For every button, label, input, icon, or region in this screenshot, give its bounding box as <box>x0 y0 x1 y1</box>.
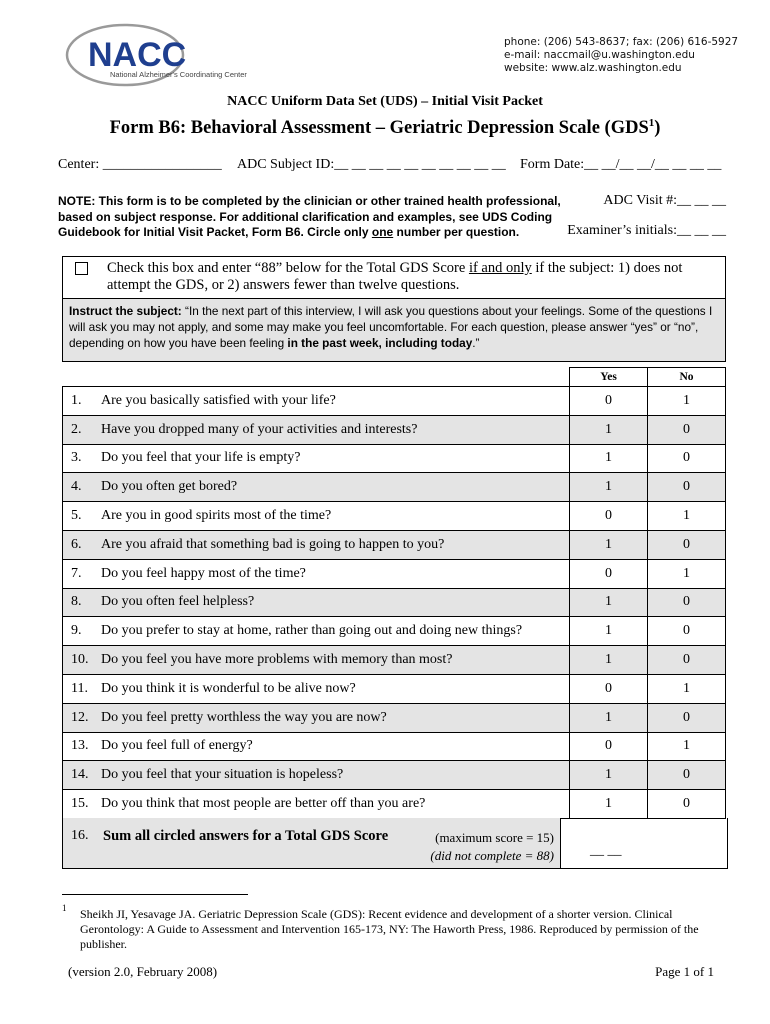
total-label: Sum all circled answers for a Total GDS Score <box>103 828 389 844</box>
question-row <box>63 559 726 588</box>
yes-answer-option[interactable]: 1 <box>570 790 648 819</box>
not-completed-instruction: Check this box and enter “88” below for the Total GDS Score if and only if the subject: 1) does not attempt the GDS, or 2) answers fewer than twelve questions. <box>107 260 683 293</box>
not-completed-row <box>62 256 726 299</box>
yes-answer-option[interactable]: 0 <box>570 387 648 416</box>
no-answer-option[interactable]: 0 <box>648 703 726 732</box>
yes-answer-option[interactable]: 0 <box>570 674 648 703</box>
question-text: Do you think it is wonderful to be alive now? <box>97 674 570 703</box>
question-number: 12. <box>63 703 98 732</box>
question-row <box>63 761 726 790</box>
question-row <box>63 415 726 444</box>
yes-answer-option[interactable]: 0 <box>570 559 648 588</box>
form-date-field[interactable]: Form Date:__ __/__ __/__ __ __ __ <box>520 157 722 172</box>
question-text: Do you often feel helpless? <box>97 588 570 617</box>
question-text: Do you think that most people are better off than you are? <box>97 790 570 819</box>
no-answer-option[interactable]: 0 <box>648 646 726 675</box>
page-number: Page 1 of 1 <box>655 964 714 979</box>
total-number: 16. <box>71 828 89 843</box>
no-answer-option[interactable]: 1 <box>648 387 726 416</box>
examiner-initials-field[interactable]: Examiner’s initials:__ __ __ <box>567 223 726 238</box>
contact-email: e-mail: naccmail@u.washington.edu <box>504 49 695 61</box>
no-answer-option[interactable]: 0 <box>648 617 726 646</box>
question-text: Are you in good spirits most of the time? <box>97 502 570 531</box>
question-text: Are you afraid that something bad is going to happen to you? <box>97 530 570 559</box>
no-column-header: No <box>648 368 726 387</box>
yes-answer-option[interactable]: 1 <box>570 703 648 732</box>
gds-question-table <box>62 367 726 819</box>
question-row <box>63 588 726 617</box>
question-row <box>63 732 726 761</box>
yes-answer-option[interactable]: 1 <box>570 617 648 646</box>
question-number: 10. <box>63 646 98 675</box>
question-text: Do you often get bored? <box>97 473 570 502</box>
form-title: Form B6: Behavioral Assessment – Geriatric Depression Scale (GDS$^1$) <box>109 117 661 139</box>
footnote-mark: 1 <box>62 903 67 913</box>
question-text: Have you dropped many of your activities and interests? <box>97 415 570 444</box>
no-answer-option[interactable]: 0 <box>648 790 726 819</box>
question-number: 3. <box>63 444 98 473</box>
contact-info <box>504 36 738 75</box>
version-text: (version 2.0, February 2008) <box>68 964 218 979</box>
question-text: Do you feel full of energy? <box>97 732 570 761</box>
question-number: 13. <box>63 732 98 761</box>
no-answer-option[interactable]: 0 <box>648 588 726 617</box>
nacc-logo <box>63 22 253 88</box>
yes-answer-option[interactable]: 0 <box>570 732 648 761</box>
logo-text: NACC <box>88 36 187 74</box>
no-answer-option[interactable]: 0 <box>648 473 726 502</box>
question-text: Do you feel pretty worthless the way you are now? <box>97 703 570 732</box>
question-text: Do you feel that your life is empty? <box>97 444 570 473</box>
yes-column-header: Yes <box>570 368 648 387</box>
yes-answer-option[interactable]: 1 <box>570 761 648 790</box>
question-number: 14. <box>63 761 98 790</box>
yes-answer-option[interactable]: 1 <box>570 415 648 444</box>
yes-answer-option[interactable]: 1 <box>570 646 648 675</box>
question-row <box>63 473 726 502</box>
question-row <box>63 674 726 703</box>
question-number: 8. <box>63 588 98 617</box>
question-number: 2. <box>63 415 98 444</box>
no-answer-option[interactable]: 0 <box>648 444 726 473</box>
subject-id-field[interactable]: ADC Subject ID:__ __ __ __ __ __ __ __ __ __ <box>237 157 506 172</box>
footnote-divider <box>62 894 248 895</box>
question-number: 5. <box>63 502 98 531</box>
question-number: 4. <box>63 473 98 502</box>
yes-answer-option[interactable]: 1 <box>570 444 648 473</box>
question-text: Do you feel you have more problems with memory than most? <box>97 646 570 675</box>
question-text: Do you feel that your situation is hopeless? <box>97 761 570 790</box>
no-answer-option[interactable]: 1 <box>648 559 726 588</box>
did-not-complete-text: (did not complete = 88) <box>430 848 554 863</box>
not-completed-checkbox[interactable] <box>75 262 88 275</box>
question-row <box>63 646 726 675</box>
question-text: Are you basically satisfied with your life? <box>97 387 570 416</box>
yes-answer-option[interactable]: 1 <box>570 473 648 502</box>
no-answer-option[interactable]: 1 <box>648 502 726 531</box>
yes-answer-option[interactable]: 0 <box>570 502 648 531</box>
contact-website: website: www.alz.washington.edu <box>504 62 682 74</box>
question-row <box>63 502 726 531</box>
no-answer-option[interactable]: 0 <box>648 530 726 559</box>
yes-answer-option[interactable]: 1 <box>570 588 648 617</box>
question-number: 15. <box>63 790 98 819</box>
no-answer-option[interactable]: 0 <box>648 761 726 790</box>
no-answer-option[interactable]: 0 <box>648 415 726 444</box>
logo-subtext: National Alzheimer's Coordinating Center <box>110 70 247 79</box>
question-row <box>63 444 726 473</box>
question-row <box>63 530 726 559</box>
max-score-text: (maximum score = 15) <box>435 830 554 845</box>
packet-title: NACC Uniform Data Set (UDS) – Initial Visit Packet <box>227 94 543 109</box>
total-score-field[interactable]: __ __ <box>590 843 622 858</box>
no-answer-option[interactable]: 1 <box>648 732 726 761</box>
question-number: 6. <box>63 530 98 559</box>
footnote-text: Sheikh JI, Yesavage JA. Geriatric Depression Scale (GDS): Recent evidence and development of a shorter version. Clinical Gerontology: A Guide to Assessment and Intervention 165-173, NY: The Haworth Press, 1986. Reproduced by permission of the publisher. <box>80 907 699 951</box>
question-number: 1. <box>63 387 98 416</box>
total-score-row <box>62 818 728 869</box>
question-row <box>63 617 726 646</box>
question-text: Do you feel happy most of the time? <box>97 559 570 588</box>
form-note: NOTE: This form is to be completed by the clinician or other trained health professional, based on subject response. For additional clarification and examples, see UDS Coding Guidebook for Initial Visit Packet, Form B6. Circle only one number per question. <box>58 194 561 239</box>
center-field[interactable]: Center: _________________ <box>58 157 222 172</box>
column-header-row <box>63 368 726 387</box>
total-score-note <box>430 829 554 865</box>
question-number: 11. <box>63 674 98 703</box>
question-row <box>63 790 726 819</box>
question-text: Do you prefer to stay at home, rather than going out and doing new things? <box>97 617 570 646</box>
yes-answer-option[interactable]: 1 <box>570 530 648 559</box>
no-answer-option[interactable]: 1 <box>648 674 726 703</box>
subject-instructions: Instruct the subject: “In the next part of this interview, I will ask you questions about your feelings. Some of the questions I will ask you may not apply, and some may make you feel uncomfortable. For each question, please answer “yes” or “no”, depending on how you have been feeling in the past week, including today.” <box>62 298 726 362</box>
question-row <box>63 387 726 416</box>
question-row <box>63 703 726 732</box>
adc-visit-field[interactable]: ADC Visit #:__ __ __ <box>603 193 726 208</box>
question-number: 9. <box>63 617 98 646</box>
question-number: 7. <box>63 559 98 588</box>
contact-phone: phone: (206) 543-8637; fax: (206) 616-5927 <box>504 36 739 48</box>
